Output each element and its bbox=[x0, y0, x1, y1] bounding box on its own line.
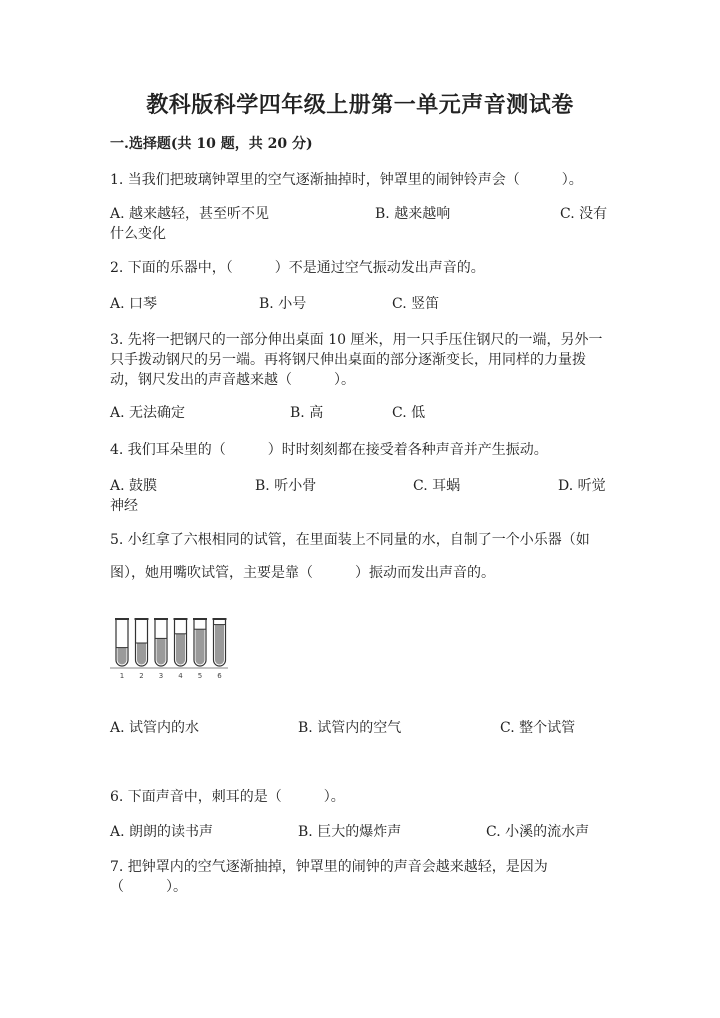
page-title: 教科版科学四年级上册第一单元声音测试卷 bbox=[146, 92, 574, 118]
water-level bbox=[176, 634, 185, 665]
question-1-option-c-wrap: 什么变化 bbox=[110, 226, 166, 242]
question-5-option-c[interactable]: C. 整个试管 bbox=[500, 720, 576, 736]
water-level bbox=[196, 629, 205, 664]
question-2-option-a[interactable]: A. 口琴 bbox=[110, 296, 158, 312]
question-2-stem: 2. 下面的乐器中，（ ）不是通过空气振动发出声音的。 bbox=[110, 260, 485, 276]
question-3-option-a[interactable]: A. 无法确定 bbox=[110, 405, 186, 421]
question-4-stem: 4. 我们耳朵里的（ ）时时刻刻都在接受着各种声音并产生振动。 bbox=[110, 442, 548, 458]
question-3-stem-line-1: 3. 先将一把钢尺的一部分伸出桌面 10 厘米，用一只手压住钢尺的一端，另外一 bbox=[110, 332, 603, 348]
question-2-option-c[interactable]: C. 竖笛 bbox=[392, 296, 440, 312]
question-4-option-c[interactable]: C. 耳蜗 bbox=[413, 478, 461, 494]
test-tube-label: 2 bbox=[139, 672, 144, 680]
test-tubes-figure bbox=[108, 614, 230, 680]
question-4-option-d-wrap: 神经 bbox=[110, 498, 138, 514]
test-tube-label: 1 bbox=[119, 672, 125, 680]
question-1-option-a[interactable]: A. 越来越轻，甚至听不见 bbox=[110, 206, 270, 222]
question-3-option-b[interactable]: B. 高 bbox=[290, 405, 324, 421]
test-tube-label: 4 bbox=[178, 672, 183, 680]
test-tube-rim bbox=[193, 618, 207, 620]
question-4-option-a[interactable]: A. 鼓膜 bbox=[110, 478, 158, 494]
question-6-option-a[interactable]: A. 朗朗的读书声 bbox=[110, 824, 214, 840]
test-tube-rim bbox=[174, 618, 188, 620]
test-tube-3 bbox=[154, 618, 168, 680]
question-5-option-b[interactable]: B. 试管内的空气 bbox=[298, 720, 402, 736]
question-7-stem-line-1: 7. 把钟罩内的空气逐渐抽掉，钟罩里的闹钟的声音会越来越轻，是因为 bbox=[110, 859, 548, 875]
water-level bbox=[118, 648, 127, 665]
question-1-stem: 1. 当我们把玻璃钟罩里的空气逐渐抽掉时，钟罩里的闹钟铃声会（ ）。 bbox=[110, 172, 583, 188]
section-heading: 一.选择题(共 10 题，共 20 分) bbox=[110, 136, 313, 152]
question-1-option-b[interactable]: B. 越来越响 bbox=[375, 206, 451, 222]
test-tube-label: 5 bbox=[197, 672, 203, 680]
test-tube-label: 3 bbox=[158, 672, 164, 680]
water-level bbox=[137, 643, 146, 665]
test-tube-rim bbox=[213, 618, 227, 620]
test-tube-4 bbox=[174, 618, 188, 680]
question-6-option-c[interactable]: C. 小溪的流水声 bbox=[486, 824, 590, 840]
water-level bbox=[215, 625, 224, 665]
test-tube-label: 6 bbox=[217, 672, 222, 680]
test-tubes-illustration bbox=[108, 614, 230, 680]
question-6-option-b[interactable]: B. 巨大的爆炸声 bbox=[298, 824, 402, 840]
question-7-stem-line-2: （ ）。 bbox=[110, 879, 187, 895]
test-tube-rim bbox=[135, 618, 149, 620]
water-level bbox=[157, 638, 166, 664]
question-3-stem-line-2: 只手拨动钢尺的另一端。再将钢尺伸出桌面的部分逐渐变长，用同样的力量拨 bbox=[110, 352, 586, 368]
question-4-option-d[interactable]: D. 听觉 bbox=[558, 478, 606, 494]
question-5-option-a[interactable]: A. 试管内的水 bbox=[110, 720, 200, 736]
question-3-stem-line-3: 动，钢尺发出的声音越来越（ ）。 bbox=[110, 372, 355, 388]
test-tube-5 bbox=[193, 618, 207, 680]
test-tube-1 bbox=[115, 618, 129, 680]
test-tube-rim bbox=[115, 618, 129, 620]
question-4-option-b[interactable]: B. 听小骨 bbox=[255, 478, 317, 494]
question-2-option-b[interactable]: B. 小号 bbox=[259, 296, 307, 312]
question-5-stem-line-2: 图），她用嘴吹试管，主要是靠（ ）振动而发出声音的。 bbox=[110, 565, 495, 581]
question-6-stem: 6. 下面声音中，刺耳的是（ ）。 bbox=[110, 789, 345, 805]
question-3-option-c[interactable]: C. 低 bbox=[392, 405, 426, 421]
test-tube-6 bbox=[213, 618, 227, 680]
question-1-option-c[interactable]: C. 没有 bbox=[560, 206, 608, 222]
question-5-stem-line-1: 5. 小红拿了六根相同的试管，在里面装上不同量的水，自制了一个小乐器（如 bbox=[110, 532, 590, 548]
test-tube-2 bbox=[135, 618, 149, 680]
test-tube-rim bbox=[154, 618, 168, 620]
